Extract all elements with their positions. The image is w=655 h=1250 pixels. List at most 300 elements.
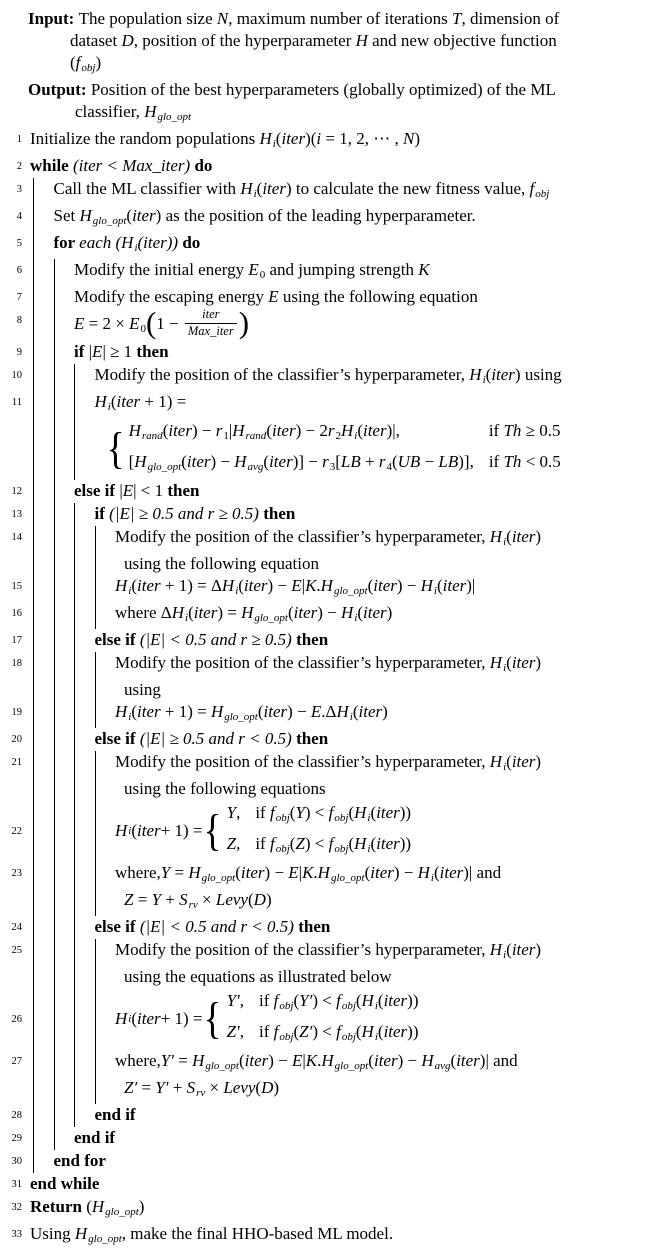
math-var: iter: [137, 1009, 161, 1029]
cases-table: [227, 800, 411, 862]
math-var: Levy: [223, 1078, 256, 1098]
math-var: f: [328, 803, 334, 823]
big-paren: ): [238, 305, 250, 341]
subscript: 2: [335, 430, 341, 443]
block-rule: [74, 778, 95, 800]
text: and jumping strength: [265, 260, 419, 279]
text: (: [238, 576, 244, 596]
math-var: H: [91, 1197, 105, 1217]
block-rule: [33, 553, 54, 575]
block-rule: [33, 916, 54, 939]
math-var: H: [259, 129, 272, 148]
block-rule: [74, 800, 95, 862]
block-rule: [54, 988, 75, 1050]
text: Modify the position of the classifier’s hyperparameter,: [115, 527, 490, 547]
text: (: [181, 452, 187, 472]
math-var: iter: [439, 863, 464, 883]
line-content: [115, 1050, 518, 1077]
math-var: H: [489, 752, 503, 772]
line-number: 28: [11, 1110, 22, 1122]
math-var: H: [355, 31, 368, 50]
math-var: iter: [293, 603, 318, 623]
math-var: E: [122, 481, 134, 501]
algorithm-line: [0, 259, 655, 286]
algorithm-line: [0, 305, 655, 341]
line-content: [30, 1196, 144, 1223]
subscript: 0: [259, 269, 266, 281]
block-rule: [74, 988, 95, 1050]
math-var: r: [327, 421, 335, 441]
block-rule: [74, 679, 95, 701]
text: using the following equation: [124, 554, 320, 574]
text: +: [360, 452, 379, 472]
line-number: 17: [11, 635, 22, 647]
algorithm-line: [0, 1173, 655, 1196]
math-var: E: [129, 314, 140, 334]
cases-row: [129, 418, 561, 449]
block-rule: [54, 701, 75, 728]
text: + 1) =: [160, 1009, 203, 1029]
text: ): [535, 527, 542, 547]
fraction: [185, 307, 237, 339]
block-rule: [33, 286, 54, 309]
text: )): [399, 834, 412, 854]
block-rule: [33, 526, 54, 553]
subscript: glo_opt: [147, 461, 182, 474]
math-var: H: [192, 1051, 205, 1071]
block-rule: [95, 862, 116, 889]
math-var: iter: [186, 452, 211, 472]
block-rule: [54, 778, 75, 800]
text: (: [289, 803, 296, 823]
line-number: 20: [11, 734, 22, 746]
text: ) −: [191, 421, 216, 441]
line-number: 19: [11, 707, 22, 719]
block-rule: [33, 679, 54, 701]
cases-table: [129, 418, 561, 480]
text: (: [355, 991, 362, 1011]
math-var: iter: [511, 653, 536, 673]
subscript: obj: [279, 1000, 294, 1013]
subscript: rv: [196, 1087, 206, 1100]
algorithm-line: [0, 341, 655, 364]
text: dataset: [70, 31, 122, 50]
math-var: E: [92, 342, 103, 362]
math-var: iter: [456, 1051, 480, 1071]
math-var: Z′: [226, 1022, 240, 1042]
line-number: 8: [16, 315, 22, 326]
text: ) <: [312, 991, 337, 1011]
math-var: Y′: [299, 991, 313, 1011]
text: | ≥ 1: [102, 342, 137, 362]
block-rule: [33, 1050, 54, 1077]
cases-expression: [105, 418, 561, 480]
math-var: iter: [244, 1051, 269, 1071]
algorithm-line-continuation: [0, 1077, 655, 1104]
block-rule: [95, 679, 116, 701]
line-content: [115, 553, 319, 575]
subscript: 0: [140, 323, 146, 336]
subscript: glo_opt: [334, 1060, 369, 1073]
line-number: 9: [16, 347, 22, 359]
text: ) − 2: [295, 421, 328, 441]
header-line: [28, 79, 655, 101]
math-var: H: [134, 452, 147, 472]
line-number: [8, 966, 22, 988]
cases-row: [129, 449, 561, 480]
math-var: K: [418, 260, 430, 279]
subscript: 4: [386, 461, 392, 474]
block-rule: [74, 553, 95, 575]
math-var: iter: [511, 527, 536, 547]
line-content: [54, 1150, 106, 1173]
math-var: f: [269, 834, 275, 854]
block-rule: [54, 602, 75, 629]
line-number: [8, 889, 22, 916]
subscript: avg: [247, 461, 264, 474]
text: |: [298, 863, 303, 883]
block-rule: [54, 966, 75, 988]
subscript: obj: [341, 1031, 356, 1044]
block-rule: [33, 966, 54, 988]
line-content: [115, 1077, 279, 1104]
text: , make the final HHO-based ML model.: [121, 1224, 394, 1244]
cases-value: [227, 1019, 244, 1050]
math-var: r: [322, 452, 329, 472]
math-var: H: [417, 863, 430, 883]
math-var: (|E| < 0.5 and r ≥ 0.5): [139, 630, 297, 650]
text: ,: [236, 803, 241, 823]
subscript: i: [367, 843, 371, 856]
keyword: if: [94, 504, 110, 524]
cases-value: [227, 800, 241, 831]
math-var: H: [489, 940, 503, 960]
math-var: iter: [269, 452, 293, 472]
subscript: i: [430, 872, 434, 885]
math-var: Y′: [160, 1051, 174, 1071]
block-rule: [33, 205, 54, 232]
line-number: [8, 418, 22, 480]
text: .: [316, 576, 321, 596]
math-var: H: [115, 821, 128, 841]
subscript: i: [354, 430, 358, 443]
algorithm-line: [0, 1223, 655, 1250]
header-line: [28, 30, 655, 52]
math-var: iter: [491, 365, 515, 385]
text: ,: [239, 1022, 245, 1042]
line-content: [30, 1223, 393, 1250]
subscript: obj: [334, 812, 349, 825]
subscript: i: [374, 1000, 378, 1013]
line-number: 6: [16, 265, 22, 276]
text: The population size: [78, 9, 217, 28]
math-var: H: [354, 803, 367, 823]
cases-value: [129, 449, 474, 480]
subscript: i: [128, 585, 132, 598]
line-number: 21: [11, 757, 22, 769]
math-var: Th: [503, 421, 522, 441]
math-var: Y′: [226, 991, 240, 1011]
keyword: do: [182, 233, 201, 252]
math-var: Levy: [215, 890, 248, 910]
math-var: H: [144, 102, 157, 121]
math-var: iter: [373, 576, 397, 596]
line-number: 10: [11, 370, 22, 382]
text: classifier,: [75, 102, 145, 121]
algorithm-line: [0, 1127, 655, 1150]
math-var: r: [378, 452, 386, 472]
math-var: Z: [226, 834, 237, 854]
math-var: H: [361, 1022, 374, 1042]
block-rule: [33, 889, 54, 916]
line-content: [115, 679, 161, 701]
block-rule: [74, 575, 95, 602]
text: (: [131, 702, 138, 722]
subscript: glo_opt: [201, 872, 236, 885]
line-content: [95, 728, 329, 751]
algorithm-line: [0, 728, 655, 751]
block-rule: [54, 259, 75, 286]
math-var: UB: [397, 452, 421, 472]
text: (: [367, 576, 374, 596]
algorithm-line: [0, 939, 655, 966]
math-var: f: [269, 803, 275, 823]
math-var: H: [210, 702, 224, 722]
text: +: [168, 1078, 187, 1098]
line-content: [115, 889, 272, 916]
math-var: E: [268, 287, 279, 306]
cases-condition: [474, 418, 561, 449]
text: ) −: [268, 1051, 292, 1071]
block-rule: [33, 1077, 54, 1104]
math-var: N: [402, 129, 415, 148]
block-rule: [95, 553, 116, 575]
math-var: i: [316, 129, 322, 148]
subscript: 1: [223, 430, 229, 443]
text: (: [506, 940, 512, 960]
keyword: end for: [53, 1151, 106, 1171]
text: (: [357, 421, 363, 441]
algorithm-line-continuation: [0, 553, 655, 575]
text: if: [488, 452, 504, 472]
block-rule: [74, 916, 95, 939]
text: .Δ: [321, 702, 337, 722]
line-number: 14: [11, 532, 22, 544]
line-number: 5: [16, 238, 22, 249]
text: (: [450, 1051, 457, 1071]
algorithm-line: [0, 503, 655, 526]
cases-value: [227, 988, 244, 1019]
subscript: glo_opt: [205, 1060, 239, 1073]
math-var: f: [75, 53, 81, 72]
text: ): [535, 940, 542, 960]
block-rule: [33, 1150, 54, 1173]
block-rule: [33, 418, 54, 480]
block-rule: [74, 526, 95, 553]
math-var: H: [420, 576, 433, 596]
line-number: 32: [11, 1202, 22, 1214]
block-rule: [95, 889, 116, 916]
text: if: [255, 803, 270, 823]
subscript: i: [374, 1031, 378, 1044]
math-var: LB: [340, 452, 361, 472]
text: (: [263, 452, 270, 472]
text: (: [364, 863, 371, 883]
math-var: iter: [362, 421, 387, 441]
block-rule: [33, 701, 54, 728]
math-var: r: [215, 421, 223, 441]
cases-condition: [244, 1019, 418, 1050]
block-rule: [54, 364, 75, 391]
math-var: iter: [281, 129, 306, 148]
text: (: [377, 991, 384, 1011]
subscript: i: [128, 825, 132, 838]
cases-condition: [240, 831, 411, 862]
text: |: [119, 481, 123, 501]
line-content: [74, 480, 200, 503]
text: (: [126, 206, 133, 225]
subscript: i: [367, 812, 371, 825]
block-rule: [54, 391, 75, 418]
math-var: H: [115, 576, 128, 596]
line-content: [30, 1173, 99, 1196]
line-content: [54, 232, 201, 259]
keyword: then: [136, 342, 169, 362]
math-var: iter: [511, 752, 536, 772]
algorithm-line: [0, 1150, 655, 1173]
block-rule: [33, 232, 54, 259]
math-var: iter: [168, 421, 192, 441]
text: (: [293, 1022, 300, 1042]
cases-row: [227, 800, 411, 831]
text: (: [70, 53, 76, 72]
subscript: obj: [341, 1000, 356, 1013]
text: if: [259, 1022, 274, 1042]
math-var: K: [302, 863, 314, 883]
line-number: [8, 553, 22, 575]
block-rule: [74, 503, 95, 526]
algorithm-line: [0, 862, 655, 889]
math-var: H: [320, 576, 333, 596]
line-number: 30: [11, 1156, 22, 1168]
algorithm-line: [0, 1050, 655, 1077]
math-var: iter: [358, 702, 383, 722]
math-var: iter: [137, 576, 161, 596]
text: (: [348, 834, 355, 854]
subscript: i: [354, 612, 358, 625]
line-content: [115, 862, 501, 889]
math-var: E: [288, 863, 299, 883]
text: (: [370, 803, 377, 823]
text: + 1) =: [140, 392, 187, 412]
algorithm-line-continuation: [0, 966, 655, 988]
line-number: [8, 778, 22, 800]
math-var: H: [340, 421, 354, 441]
math-var: iter: [240, 863, 265, 883]
math-var: f: [328, 834, 334, 854]
line-content: [95, 391, 187, 418]
math-var: iter: [132, 206, 156, 225]
text: (: [256, 179, 263, 198]
text: ): [386, 603, 393, 623]
block-rule: [54, 341, 75, 364]
line-number: 33: [11, 1229, 22, 1241]
math-var: D: [121, 31, 134, 50]
subscript: glo_opt: [254, 612, 288, 625]
block-rule: [54, 526, 75, 553]
block-rule: [74, 939, 95, 966]
text: Modify the initial energy: [74, 260, 249, 279]
block-rule: [54, 1104, 75, 1127]
line-content: [115, 988, 419, 1050]
subscript: avg: [434, 1060, 451, 1073]
text: + 1) =: [160, 821, 203, 841]
math-var: D: [261, 1078, 274, 1098]
cases-value: [227, 831, 241, 862]
text: )] −: [292, 452, 323, 472]
text: 1 −: [156, 314, 183, 334]
block-rule: [74, 652, 95, 679]
math-var: H: [94, 392, 107, 412]
big-paren: (: [145, 305, 157, 341]
text: using the following equations: [124, 779, 326, 799]
text: , maximum number of iterations: [228, 9, 453, 28]
algorithm-line-continuation: [0, 679, 655, 701]
subscript: rand: [141, 430, 163, 443]
line-content: [115, 652, 541, 679]
block-rule: [95, 575, 116, 602]
block-rule: [33, 939, 54, 966]
subscript: i: [503, 536, 507, 549]
text: |: [88, 342, 93, 362]
text: ) −: [393, 863, 418, 883]
keyword: then: [263, 504, 296, 524]
text: Initialize the random populations: [30, 129, 260, 148]
block-rule: [95, 966, 116, 988]
block-rule: [54, 800, 75, 862]
text: if: [255, 834, 270, 854]
math-var: iter: [370, 863, 394, 883]
math-var: iter: [373, 1051, 398, 1071]
algorithm-line-continuation: [0, 889, 655, 916]
subscript: rv: [188, 899, 198, 912]
line-number: 15: [11, 581, 22, 593]
text: (: [288, 603, 294, 623]
block-rule: [95, 1050, 116, 1077]
algorithm-line: [0, 391, 655, 418]
text: )| and: [479, 1051, 518, 1071]
text: = 1, 2, ⋯ ,: [321, 129, 403, 148]
keyword: end if: [94, 1105, 136, 1125]
math-var: K: [305, 576, 317, 596]
subscript: i: [107, 401, 111, 414]
block-rule: [33, 988, 54, 1050]
block-rule: [33, 575, 54, 602]
subscript: i: [128, 1013, 132, 1026]
block-rule: [54, 751, 75, 778]
algorithm-line: [0, 364, 655, 391]
keyword: end while: [30, 1174, 100, 1194]
text: |: [302, 1051, 306, 1071]
text: [: [335, 452, 341, 472]
line-number: 12: [11, 486, 22, 498]
block-rule: [74, 364, 95, 391]
math-var: iter: [137, 702, 161, 722]
text: ,: [239, 991, 245, 1011]
text: (: [110, 392, 117, 412]
block-rule: [33, 862, 54, 889]
text: Call the ML classifier with: [53, 179, 241, 198]
